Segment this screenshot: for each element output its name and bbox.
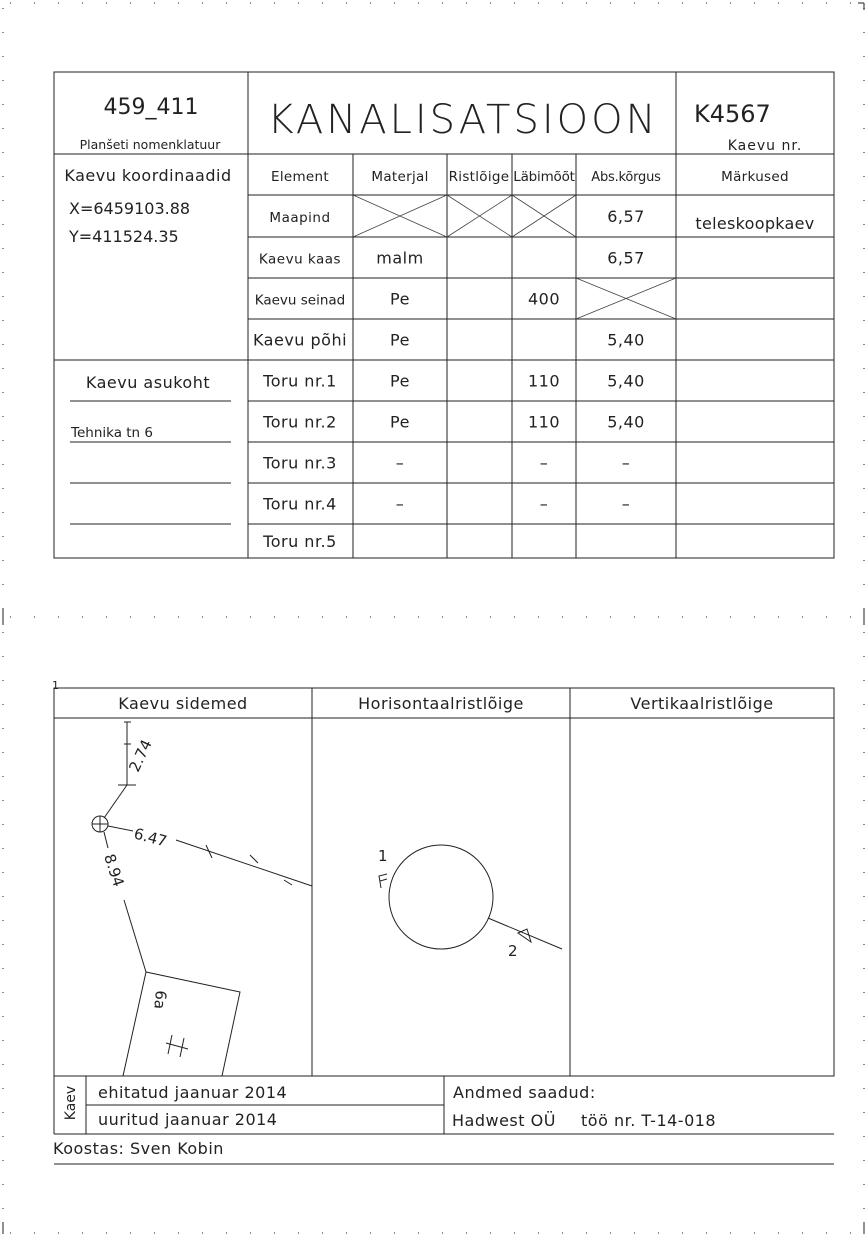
table-cell-element: Kaevu kaas	[258, 251, 342, 268]
header-vertical-section: Vertikaalristlõige	[630, 694, 774, 713]
table-cell-abs-height: –	[621, 494, 631, 514]
author-line: Koostas: Sven Kobin	[53, 1139, 224, 1158]
table-cell-element: Toru nr.1	[263, 371, 337, 391]
well-number-label: Kaevu nr.	[727, 138, 803, 154]
table-cell-diameter: –	[539, 494, 549, 514]
dim-label-6-47: 6.47	[131, 824, 169, 851]
table-header-diameter: Läbimõõt	[513, 169, 575, 185]
table-cell-abs-height: 5,40	[607, 330, 645, 350]
table-cell-material: Pe	[390, 412, 410, 432]
table-cell-notes: teleskoopkaev	[695, 214, 815, 233]
header-connections: Kaevu sidemed	[118, 694, 248, 713]
well-section-circle	[389, 845, 493, 949]
lower-form	[52, 679, 834, 1164]
location-heading: Kaevu asukoht	[85, 373, 211, 392]
table-cell-element: Toru nr.3	[263, 453, 337, 473]
table-cell-diameter: –	[539, 453, 549, 473]
table-cell-element: Kaevu põhi	[252, 330, 348, 350]
table-cell-abs-height: 6,57	[607, 207, 645, 226]
table-cell-material: Pe	[390, 289, 410, 309]
dim-label-2-74: 2.74	[125, 736, 156, 775]
nomenclature-label: Planšeti nomenklatuur	[79, 137, 221, 152]
table-cell-diameter: 110	[527, 412, 561, 432]
house-number-label: 6a	[150, 989, 170, 1010]
nomenclature-value: 459_411	[103, 95, 199, 120]
table-header-element: Element	[271, 169, 329, 185]
table-header-cross-section: Ristlõige	[448, 169, 510, 185]
footer-block	[53, 1076, 834, 1164]
sheet-border	[3, 3, 864, 1234]
sheet-title: KANALISATSIOON	[267, 97, 659, 143]
well-symbol-icon	[92, 816, 108, 832]
upper-form	[54, 72, 834, 558]
table-cell-element: Maapind	[269, 210, 331, 226]
table-header-abs-height: Abs.kõrgus	[591, 170, 661, 185]
built-date: ehitatud jaanuar 2014	[98, 1083, 288, 1102]
table-cell-element: Kaevu seinad	[254, 292, 346, 309]
table-cell-abs-height: –	[621, 453, 631, 473]
coordinate-y: Y=411524.35	[69, 227, 179, 246]
data-source-company: Hadwest OÜ	[452, 1111, 556, 1130]
well-number-value: K4567	[694, 100, 771, 128]
work-number: töö nr. T-14-018	[581, 1111, 717, 1130]
table-header-notes: Märkused	[721, 169, 789, 185]
table-cell-material: Pe	[390, 330, 410, 350]
table-cell-element: Toru nr.5	[263, 532, 337, 551]
horizontal-section-drawing	[378, 845, 562, 960]
table-cell-material: –	[395, 453, 405, 473]
dim-label-8-94: 8.94	[100, 851, 128, 890]
table-cell-abs-height: 5,40	[607, 371, 645, 391]
table-cell-abs-height: 5,40	[607, 412, 645, 432]
connection-sketch	[92, 722, 312, 1076]
table-cell-abs-height: 6,57	[607, 248, 645, 268]
header-horizontal-section: Horisontaalristlõige	[358, 694, 524, 713]
surveyed-date: uuritud jaanuar 2014	[98, 1110, 278, 1129]
sheet-mark: 1	[52, 679, 59, 692]
table-cell-material: Pe	[390, 371, 410, 391]
coordinate-x: X=6459103.88	[69, 199, 191, 218]
coordinates-heading: Kaevu koordinaadid	[64, 166, 232, 185]
data-source-heading: Andmed saadud:	[453, 1083, 596, 1102]
table-header-material: Materjal	[371, 169, 429, 185]
pipe-2-label: 2	[508, 942, 518, 960]
table-cell-element: Toru nr.2	[263, 412, 337, 432]
table-cell-diameter: 400	[527, 289, 561, 309]
table-cell-element: Toru nr.4	[263, 494, 337, 514]
table-cell-material: –	[395, 494, 405, 514]
table-cell-diameter: 110	[527, 371, 561, 391]
footer-side-label: Kaev	[63, 1085, 79, 1121]
table-cell-material: malm	[376, 248, 424, 268]
pipe-1-label: 1	[378, 847, 388, 865]
location-address: Tehnika tn 6	[71, 425, 153, 441]
